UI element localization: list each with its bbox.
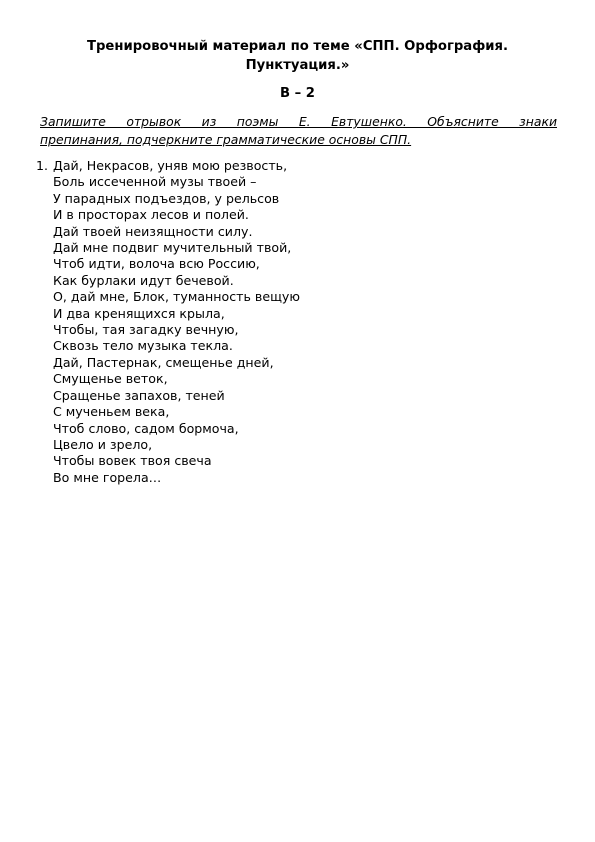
poem-line: О, дай мне, Блок, туманность вещую [53,289,300,305]
poem-line: Чтобы вовек твоя свеча [53,453,212,469]
variant-label: В – 2 [279,86,315,101]
poem-line: Чтоб слово, садом бормоча, [53,420,239,436]
poem-line: Чтоб идти, волоча всю Россию, [53,256,260,272]
poem-line: Дай, Некрасов, уняв мою резвость, [53,158,288,173]
poem-line: Сквозь тело музыка текла. [53,338,233,354]
poem-line: Дай, Пастернак, смещенье дней, [53,354,274,370]
poem-line: У парадных подъездов, у рельсов [53,190,280,206]
poem-line: Сращенье запахов, теней [53,387,225,403]
document-title-line-2: Пунктуация.» [245,58,350,73]
task-instruction-line-1: Запишите отрывок из поэмы Е. Евтушенко. Объясните знаки [40,114,557,129]
task-instruction-line-2: препинания, подчеркните грамматические основы СПП. [40,132,412,147]
poem-line: Во мне горела… [53,469,162,485]
poem-line: Дай мне подвиг мучительный твой, [53,240,292,256]
poem-line: Смущенье веток, [53,371,168,387]
poem-line: И два кренящихся крыла, [53,305,225,321]
poem-line: И в просторах лесов и полей. [53,207,249,223]
poem-line: Чтобы, тая загадку вечную, [53,322,239,338]
exercise-number: 1. [36,158,49,173]
poem-line: Цвело и зрело, [53,436,153,452]
poem-lines [53,158,300,486]
poem-line: С мученьем века, [53,404,170,420]
poem-line: Как бурлаки идут бечевой. [53,272,234,288]
poem-line: Дай твоей неизящности силу. [53,223,253,239]
poem-line: Боль иссеченной музы твоей – [53,174,257,190]
document-title-line-1: Тренировочный материал по теме «СПП. Орфография. [86,39,508,54]
